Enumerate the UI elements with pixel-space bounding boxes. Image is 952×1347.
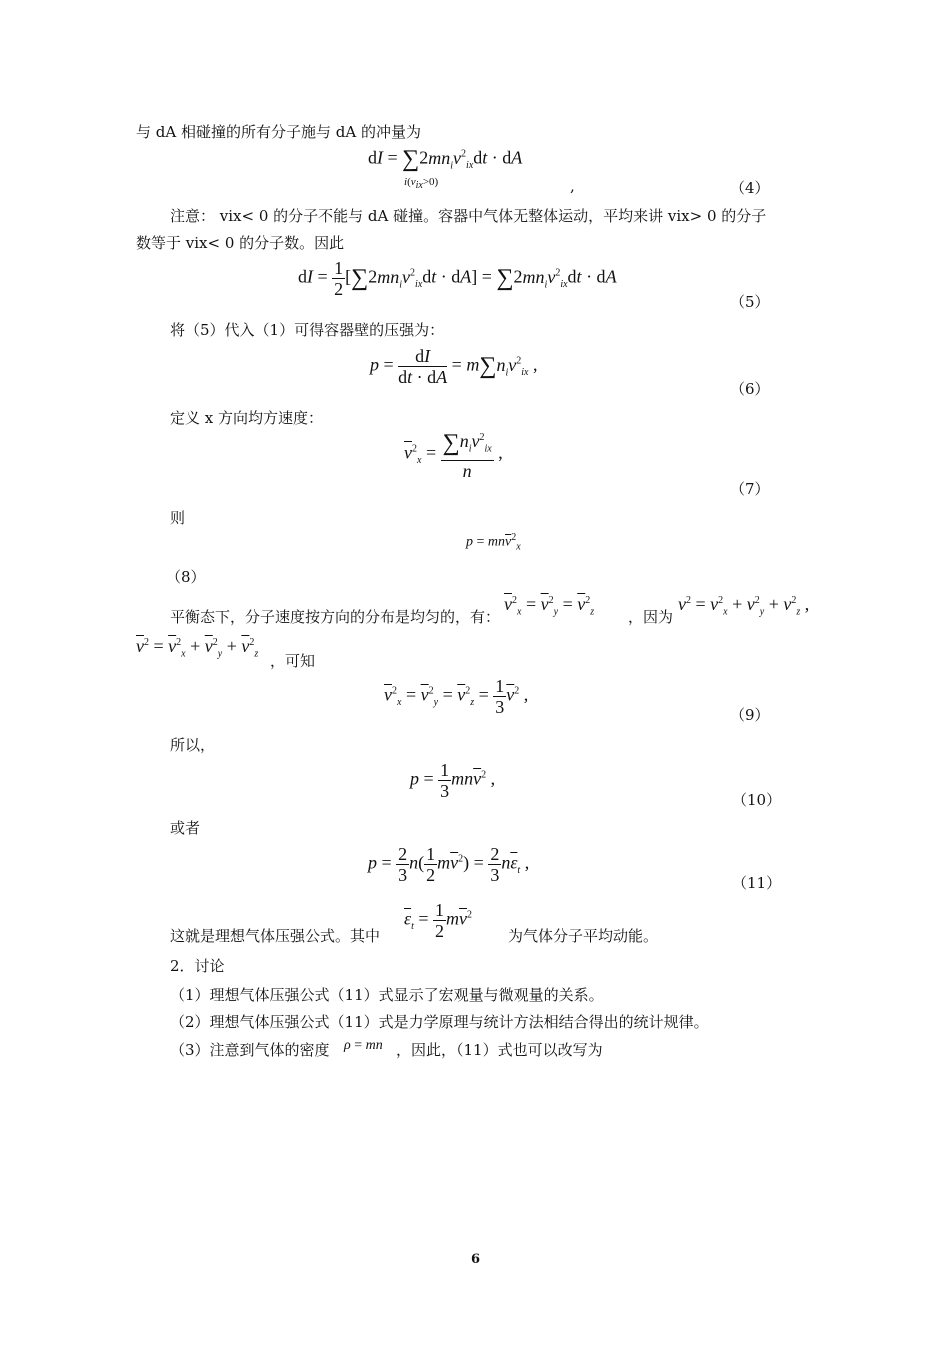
text-line-15a: （3）注意到气体的密度 [170,1041,330,1059]
text-line-13: （1）理想气体压强公式（11）式显示了宏观量与微观量的关系。 [170,986,604,1004]
equation-density: ρ = mn [344,1038,383,1053]
equation-4: dI = $\sum 2mn_iv^2_{ix}dt$ · dA [368,146,523,172]
text-line-1: 与 dA 相碰撞的所有分子施与 dA 的冲量为 [136,123,421,141]
text-line-4: 将（5）代入（1）可得容器壁的压强为： [170,321,445,339]
equation-4-sum-index: $i(v_{ix}>0)$ [404,176,439,192]
equation-7: $\overline{v}^2_x$ = $\frac{\sum n_iv^2_{ix}}{n}$ , [404,429,503,481]
equation-mean-v-squared: $\overline{v}^2 = \overline{v}^2_x + \overline{v}^2_y + \overline{v}^2_z$ [136,636,259,660]
equation-8: $p = mn\overline{v}^2_x$ [466,532,521,553]
eq-number-9: （9） [730,706,770,724]
equation-5: dI = $\frac{1}{2}$ $[\sum 2mn_iv^2_{ix}dt \cdot dA] = \sum 2mn_iv^2_{ix}dt$ · dA [298,258,617,299]
eq-number-10: （10） [732,791,782,809]
page-number: 6 [471,1252,481,1267]
eq-number-6: （6） [730,380,770,398]
eq-number-5: （5） [730,293,770,311]
text-line-6: 则 [170,509,186,527]
section-heading-discussion: 2．讨论 [170,957,225,975]
text-line-8: ，可知 [270,652,316,670]
text-line-11a: 这就是理想气体压强公式。其中 [170,927,381,945]
text-line-5: 定义 x 方向均方速度： [170,409,323,427]
text-line-14: （2）理想气体压强公式（11）式是力学原理与统计方法相结合得出的统计规律。 [170,1013,709,1031]
equation-10: p = $\frac{1}{3}$ $mn\overline{v}^2$ , [410,760,496,801]
equation-v-squared: $v^2 = v^2_x + v^2_y + v^2_z$ , [678,594,810,618]
equation-11: p = $\frac{2}{3}$ n( $\frac{1}{2}$ $m\overline{v}^2$) = $\frac{2}{3}$ $n\overline{\varepsilon}_t$ , [368,844,530,885]
equation-mean-kinetic-energy: $\overline{\varepsilon}_t$ = $\frac{1}{2}$ $m\overline{v}^2$ [404,900,473,941]
eq-number-7: （7） [730,480,770,498]
text-line-9: 所以， [170,736,216,754]
equation-6: p = $\frac{dI}{dt \cdot dA}$ = $m\sum n_iv^2_{ix}$ , [370,346,538,387]
text-line-7b: ，因为 [628,608,674,626]
equation-equal-components: $\overline{v}^2_x = \overline{v}^2_y = \overline{v}^2_z$ [504,594,595,618]
text-line-15b: ，因此，（11）式也可以改写为 [396,1041,603,1059]
eq-number-4: （4） [730,179,770,197]
text-line-2: 注意： vix< 0 的分子不能与 dA 碰撞。容器中气体无整体运动，平均来讲 vix> 0 的分子 [170,207,767,225]
text-line-10: 或者 [170,819,201,837]
comma: , [570,177,575,195]
eq-number-11: （11） [732,874,782,892]
eq-number-8: （8） [166,568,206,586]
equation-9: $\overline{v}^2_x = \overline{v}^2_y = \overline{v}^2_z$ = $\frac{1}{3}$ $\overline{v}^2$ , [384,676,529,717]
text-line-7: 平衡态下，分子速度按方向的分布是均匀的，有： [170,608,501,626]
text-line-3: 数等于 vix< 0 的分子数。因此 [136,234,345,252]
text-line-11b: 为气体分子平均动能。 [508,927,659,945]
